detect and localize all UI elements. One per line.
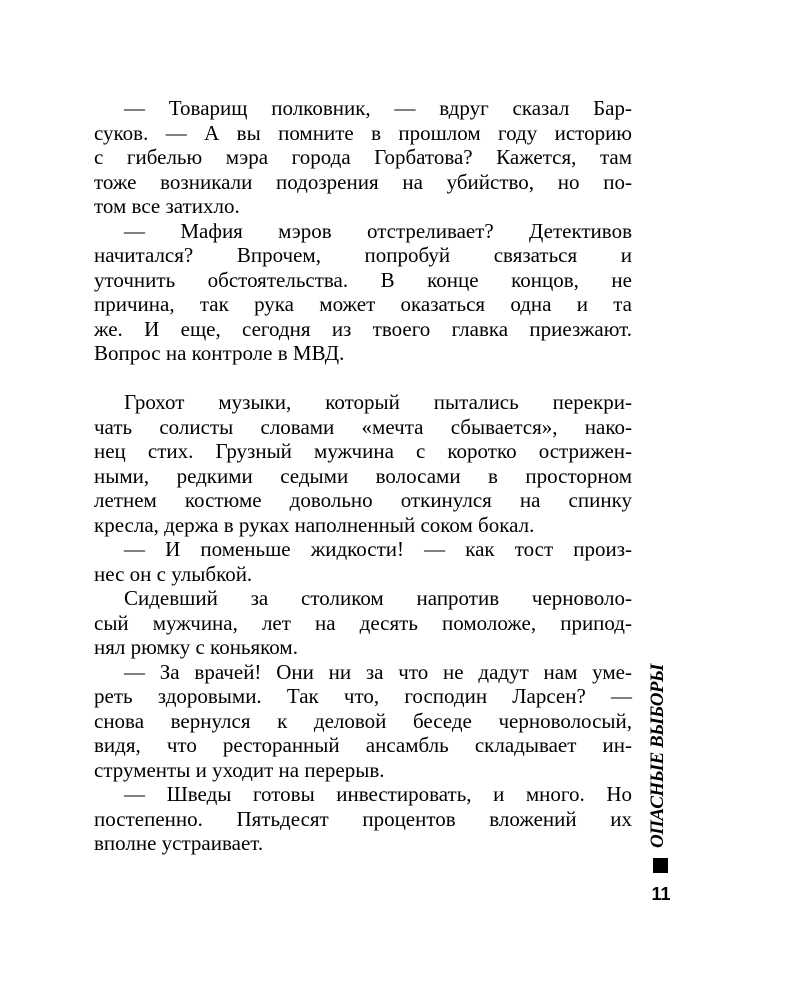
body-text bbox=[94, 96, 632, 856]
section-break bbox=[94, 366, 632, 391]
text-line: — Мафия мэров отстреливает? Детективов bbox=[124, 218, 632, 243]
text-line: видя, что ресторанный ансамбль складывает ин- bbox=[94, 733, 632, 757]
text-line: нец стих. Грузный мужчина с коротко острижен- bbox=[94, 439, 632, 463]
text-line: — Шведы готовы инвестировать, и много. Но bbox=[124, 782, 632, 806]
text-line: чать солисты словами «мечта сбывается», нако- bbox=[94, 414, 632, 439]
text-line: суков. — А вы помните в прошлом году историю bbox=[94, 120, 632, 145]
text-line: — И поменьше жидкости! — как тост произ- bbox=[124, 537, 632, 561]
text-line: том все затихло. bbox=[94, 194, 240, 218]
text-line: вполне устраивает. bbox=[94, 831, 264, 855]
text-line: струменты и уходит на перерыв. bbox=[94, 757, 385, 782]
text-line: Вопрос на контроле в МВД. bbox=[94, 341, 345, 365]
text-line: причина, так рука может оказаться одна и та bbox=[94, 292, 632, 316]
text-line: нес он с улыбкой. bbox=[94, 561, 253, 586]
text-line: с гибелью мэра города Горбатова? Кажется, там bbox=[94, 145, 632, 169]
text-line: же. И еще, сегодня из твоего главка приезжают. bbox=[94, 316, 632, 341]
text-line: реть здоровыми. Так что, господин Ларсен? — bbox=[94, 684, 632, 708]
running-title bbox=[640, 666, 676, 846]
text-line: Грохот музыки, который пытались перекри- bbox=[124, 390, 632, 414]
text-line: — За врачей! Они ни за что не дадут нам уме- bbox=[124, 659, 632, 684]
text-line: снова вернулся к деловой беседе черноволосый, bbox=[94, 708, 632, 733]
text-line: уточнить обстоятельства. В конце концов, не bbox=[94, 267, 632, 292]
text-line: — Товарищ полковник, — вдруг сказал Бар- bbox=[124, 96, 632, 120]
text-line: тоже возникали подозрения на убийство, но по- bbox=[94, 169, 632, 194]
square-marker-icon bbox=[653, 858, 668, 873]
text-line: сый мужчина, лет на десять помоложе, припод- bbox=[94, 610, 632, 635]
text-line: кресла, держа в руках наполненный соком бокал. bbox=[94, 512, 535, 537]
text-line: Сидевший за столиком напротив черноволо- bbox=[124, 586, 632, 610]
text-line: летнем костюме довольно откинулся на спинку bbox=[94, 488, 632, 512]
text-line: ными, редкими седыми волосами в просторном bbox=[94, 463, 632, 488]
text-line: начитался? Впрочем, попробуй связаться и bbox=[94, 243, 632, 267]
page-number: 11 bbox=[651, 884, 671, 904]
running-title-text: ОПАСНЫЕ ВЫБОРЫ bbox=[647, 664, 668, 848]
text-line: постепенно. Пятьдесят процентов вложений их bbox=[94, 806, 632, 831]
text-line: нял рюмку с коньяком. bbox=[94, 635, 298, 659]
